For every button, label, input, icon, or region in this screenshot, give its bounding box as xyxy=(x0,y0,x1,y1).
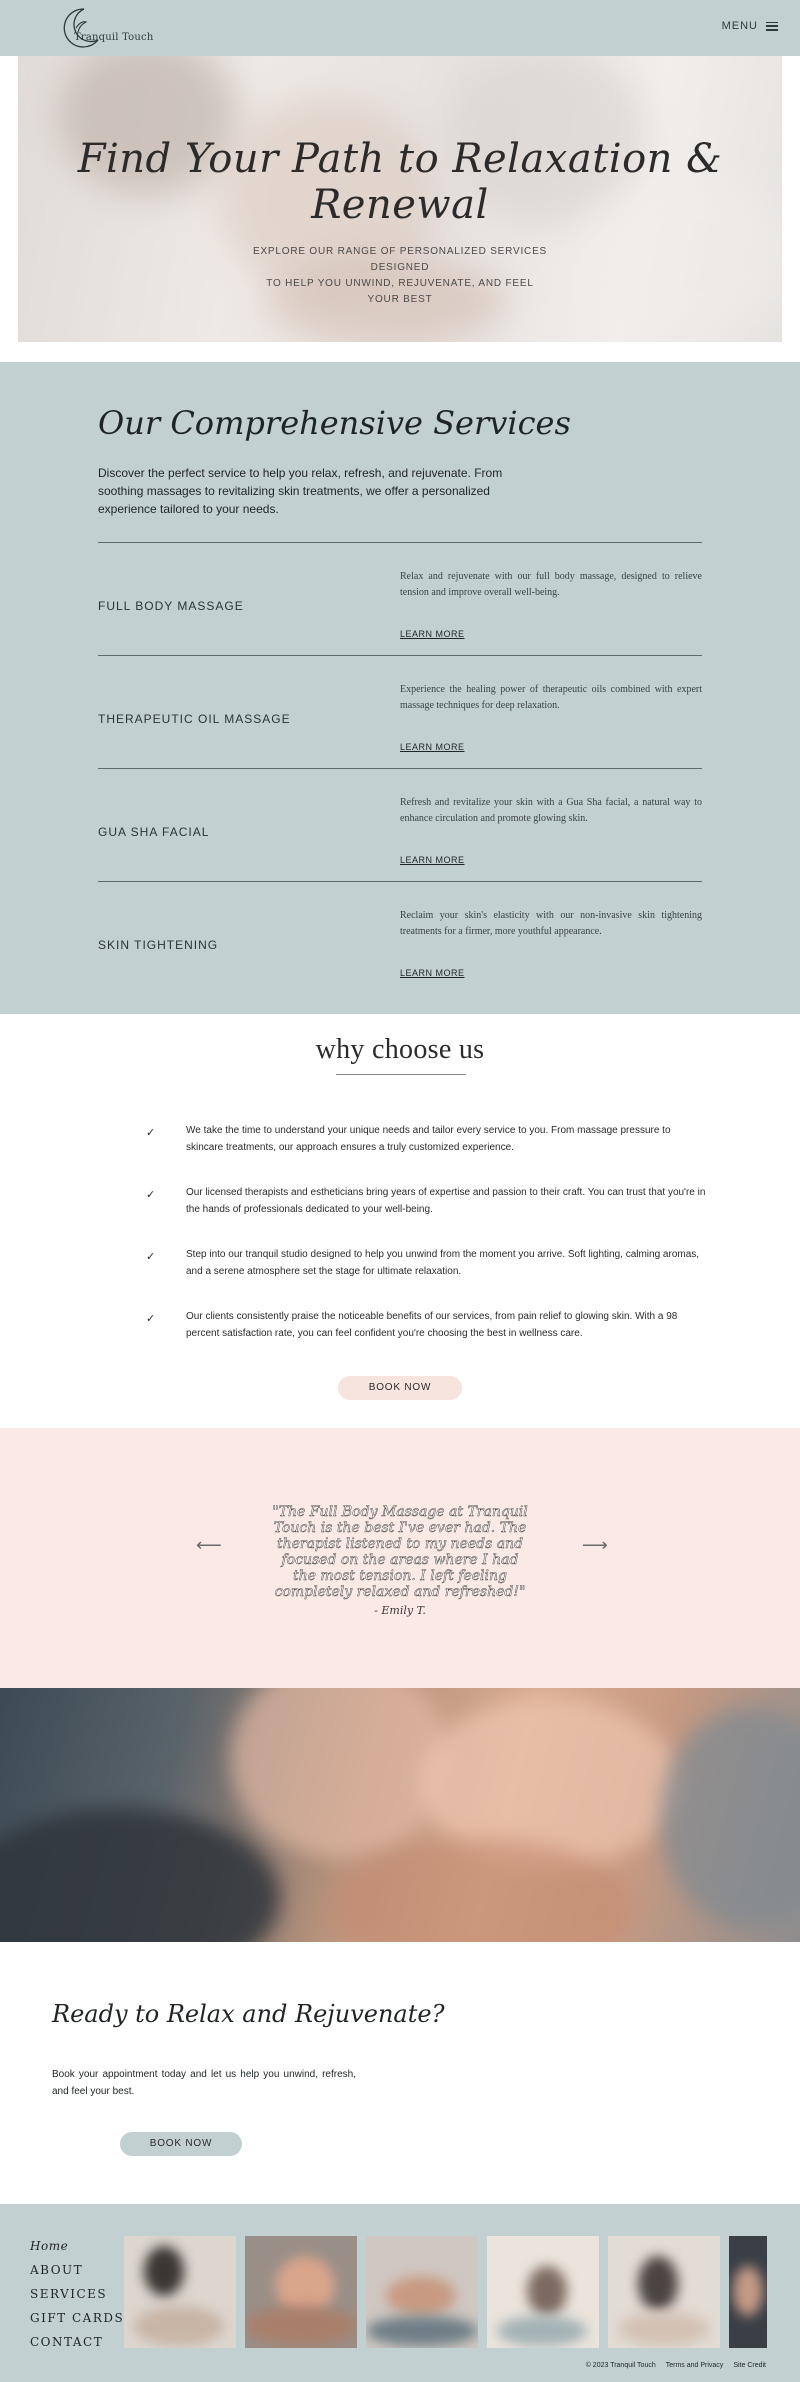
cta-title: Ready to Relax and Rejuvenate? xyxy=(52,2000,445,2028)
service-name: FULL BODY MASSAGE xyxy=(98,599,244,613)
service-name: GUA SHA FACIAL xyxy=(98,825,210,839)
learn-more-link[interactable]: LEARN MORE xyxy=(400,855,465,865)
gallery-photo[interactable] xyxy=(366,2236,478,2348)
logo[interactable] xyxy=(60,6,160,50)
hero-subtitle xyxy=(250,244,550,308)
service-name: THERAPEUTIC OIL MASSAGE xyxy=(98,712,291,726)
learn-more-link[interactable]: LEARN MORE xyxy=(400,742,465,752)
service-row xyxy=(98,542,702,654)
gallery-photo[interactable] xyxy=(487,2236,599,2348)
cta-text: Book your appointment today and let us help you unwind, refresh, and feel your best. xyxy=(52,2069,356,2097)
brand-name: Tranquil Touch xyxy=(74,32,154,43)
checkmark-icon: ✓ xyxy=(146,1189,156,1201)
menu-label: MENU xyxy=(721,20,758,32)
why-choose-us-section xyxy=(0,1014,800,1428)
footer-nav-about[interactable]: ABOUT xyxy=(30,2263,84,2277)
hero-banner xyxy=(18,56,782,342)
gallery-photo[interactable] xyxy=(124,2236,236,2348)
service-description: Relax and rejuvenate with our full body massage, designed to relieve tension and improve overall well-being. xyxy=(400,571,702,598)
footer-nav-services[interactable]: SERVICES xyxy=(30,2287,108,2301)
service-name: SKIN TIGHTENING xyxy=(98,938,219,952)
massage-photo xyxy=(0,1688,800,1942)
service-description: Refresh and revitalize your skin with a Gua Sha facial, a natural way to enhance circulation and promote glowing skin. xyxy=(400,797,702,824)
book-now-button[interactable]: BOOK NOW xyxy=(338,1376,462,1400)
service-row xyxy=(98,768,702,880)
copyright-text: © 2023 Tranquil Touch xyxy=(585,2362,656,2369)
book-now-button[interactable]: BOOK NOW xyxy=(120,2132,242,2156)
why-item-text: Step into our tranquil studio designed to help you unwind from the moment you arrive. Soft lighting, calming aromas, and a serene atmosphere set the stage for ultimate relaxation. xyxy=(186,1249,700,1277)
footer-nav-contact[interactable]: CONTACT xyxy=(30,2335,104,2349)
services-intro: Discover the perfect service to help you relax, refresh, and rejuvenate. From soothing massages to revitalizing skin treatments, we offer a personalized experience tailored to your needs. xyxy=(98,466,503,516)
service-description: Reclaim your skin's elasticity with our non-invasive skin tightening treatments for a firmer, more youthful appearance. xyxy=(400,910,702,937)
why-title: why choose us xyxy=(315,1034,485,1065)
service-row xyxy=(98,655,702,767)
footer-legal xyxy=(586,2362,766,2369)
why-item-text: Our licensed therapists and estheticians bring years of expertise and passion to their craft. You can trust that you're in the hands of professionals dedicated to your well-being. xyxy=(186,1187,706,1215)
hero-subtitle-line-2: TO HELP YOU UNWIND, REJUVENATE, AND FEEL YOUR BEST xyxy=(266,278,534,305)
checkmark-icon: ✓ xyxy=(146,1251,156,1263)
arrow-left-icon[interactable]: ⟵ xyxy=(196,1535,222,1555)
checkmark-icon: ✓ xyxy=(146,1313,156,1325)
arrow-right-icon[interactable]: ⟶ xyxy=(582,1535,608,1555)
service-row xyxy=(98,881,702,993)
site-credit-link[interactable]: Site Credit xyxy=(733,2362,766,2369)
gallery-photo[interactable] xyxy=(729,2236,767,2348)
testimonial-section xyxy=(0,1428,800,1688)
footer-nav-home[interactable]: Home xyxy=(30,2239,69,2253)
footer-nav xyxy=(30,2234,124,2354)
hamburger-icon xyxy=(766,22,778,31)
checkmark-icon: ✓ xyxy=(146,1127,156,1139)
menu-button[interactable] xyxy=(722,20,778,32)
why-item-text: Our clients consistently praise the noticeable benefits of our services, from pain relief to glowing skin. With a 98 percent satisfaction rate, you can feel confident you're choosing the best in wellness care. xyxy=(186,1311,678,1339)
gallery-photo[interactable] xyxy=(608,2236,720,2348)
service-description: Experience the healing power of therapeutic oils combined with expert massage techniques for deep relaxation. xyxy=(400,684,702,711)
cta-section xyxy=(0,1942,800,2204)
testimonial-author: - Emily T. xyxy=(374,1604,426,1617)
footer-nav-gift-cards[interactable]: GIFT CARDS xyxy=(30,2311,125,2325)
hero-title: Find Your Path to Relaxation & Renewal xyxy=(77,136,723,228)
crescent-logo-icon xyxy=(60,6,104,50)
site-header xyxy=(0,0,800,56)
terms-link[interactable]: Terms and Privacy xyxy=(665,2362,724,2369)
gallery-photo[interactable] xyxy=(245,2236,357,2348)
services-section xyxy=(0,362,800,1014)
title-divider xyxy=(336,1074,466,1075)
why-item-text: We take the time to understand your unique needs and tailor every service to you. From massage pressure to skincare treatments, our approach ensures a truly customized experience. xyxy=(186,1125,671,1153)
testimonial-quote: "The Full Body Massage at Tranquil Touch is the best I've ever had. The therapist listened to my needs and focused on the areas where I had the most tension. I left feeling completely relaxed and refreshed!" xyxy=(272,1504,528,1600)
services-title: Our Comprehensive Services xyxy=(98,404,571,442)
learn-more-link[interactable]: LEARN MORE xyxy=(400,629,465,639)
hero-subtitle-line-1: EXPLORE OUR RANGE OF PERSONALIZED SERVICES DESIGNED xyxy=(252,246,548,273)
site-footer xyxy=(0,2204,800,2382)
learn-more-link[interactable]: LEARN MORE xyxy=(400,968,465,978)
